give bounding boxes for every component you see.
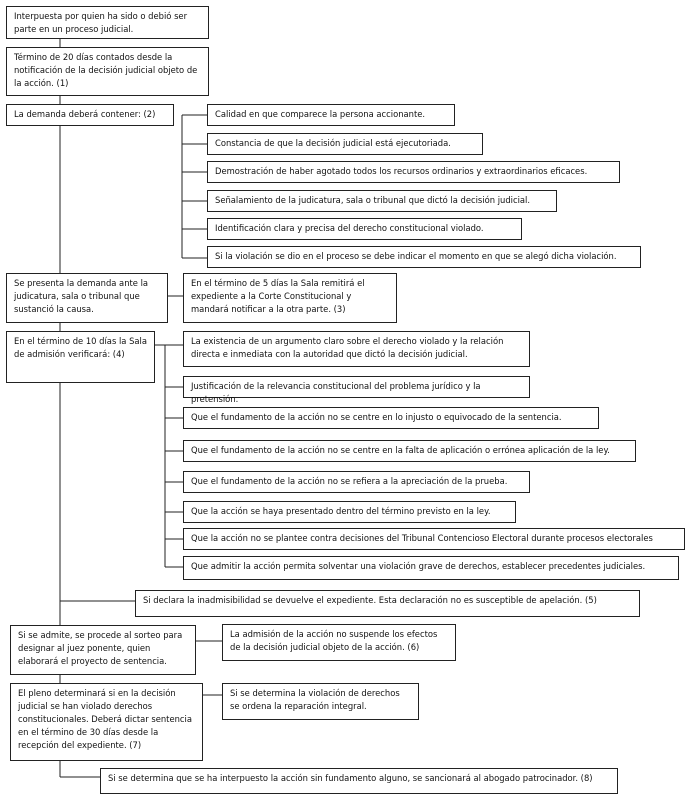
- node-termino-5-dias: En el término de 5 días la Sala remitirá el expediente a la Corte Constitucional y mandará notificar a la otra parte. (3): [183, 273, 397, 323]
- verifica-item: Que el fundamento de la acción no se centre en lo injusto o equivocado de la sentencia.: [183, 407, 599, 429]
- verifica-item: Que la acción se haya presentado dentro del término previsto en la ley.: [183, 501, 516, 523]
- node-interpuesta: Interpuesta por quien ha sido o debió ser parte en un proceso judicial.: [6, 6, 209, 39]
- verifica-item: Que el fundamento de la acción no se refiera a la apreciación de la prueba.: [183, 471, 530, 493]
- verifica-item: Que admitir la acción permita solventar una violación grave de derechos, establecer precedentes judiciales.: [183, 556, 679, 580]
- node-se-presenta: Se presenta la demanda ante la judicatura, sala o tribunal que sustanció la causa.: [6, 273, 168, 323]
- node-sin-fundamento: Si se determina que se ha interpuesto la acción sin fundamento alguno, se sancionará al abogado patrocinador. (8): [100, 768, 618, 794]
- node-admision-no-suspende: La admisión de la acción no suspende los efectos de la decisión judicial objeto de la acción. (6): [222, 624, 456, 661]
- demanda-item: Si la violación se dio en el proceso se debe indicar el momento en que se alegó dicha violación.: [207, 246, 641, 268]
- demanda-item: Calidad en que comparece la persona accionante.: [207, 104, 455, 126]
- node-la-demanda: La demanda deberá contener: (2): [6, 104, 174, 126]
- demanda-item: Constancia de que la decisión judicial está ejecutoriada.: [207, 133, 483, 155]
- verifica-item: Que el fundamento de la acción no se centre en la falta de aplicación o errónea aplicación de la ley.: [183, 440, 636, 462]
- node-termino-10-dias: En el término de 10 días la Sala de admisión verificará: (4): [6, 331, 155, 383]
- demanda-item: Demostración de haber agotado todos los recursos ordinarios y extraordinarios eficaces.: [207, 161, 620, 183]
- node-violacion-derechos: Si se determina la violación de derechos se ordena la reparación integral.: [222, 683, 419, 720]
- verifica-item: Justificación de la relevancia constitucional del problema jurídico y la pretensión.: [183, 376, 530, 398]
- verifica-item: Que la acción no se plantee contra decisiones del Tribunal Contencioso Electoral durante procesos electorales: [183, 528, 685, 550]
- node-inadmisibilidad: Si declara la inadmisibilidad se devuelve el expediente. Esta declaración no es susceptible de apelación. (5): [135, 590, 640, 617]
- node-si-se-admite: Si se admite, se procede al sorteo para designar al juez ponente, quien elaborará el proyecto de sentencia.: [10, 625, 196, 675]
- demanda-item: Señalamiento de la judicatura, sala o tribunal que dictó la decisión judicial.: [207, 190, 557, 212]
- node-termino-20-dias: Término de 20 días contados desde la notificación de la decisión judicial objeto de la acción. (1): [6, 47, 209, 96]
- demanda-item: Identificación clara y precisa del derecho constitucional violado.: [207, 218, 522, 240]
- node-el-pleno: El pleno determinará si en la decisión judicial se han violado derechos constitucionales. Deberá dictar sentencia en el término de 30 días desde la recepción del expediente. (7): [10, 683, 203, 761]
- verifica-item: La existencia de un argumento claro sobre el derecho violado y la relación directa e inmediata con la autoridad que dictó la decisión judicial.: [183, 331, 530, 367]
